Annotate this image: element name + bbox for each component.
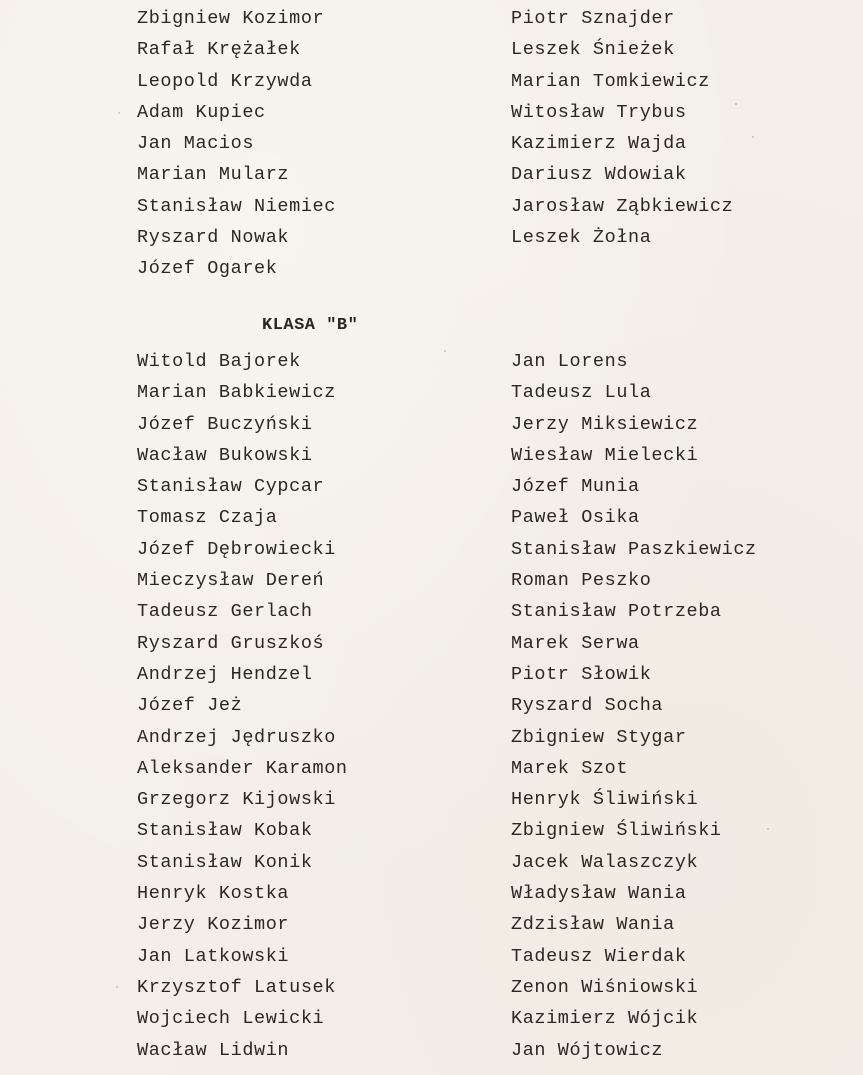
name-entry: Tomasz Czaja: [137, 507, 278, 529]
paper-speck: [752, 136, 754, 138]
name-entry: Andrzej Hendzel: [137, 663, 313, 685]
name-entry: Wacław Lidwin: [137, 1039, 290, 1061]
name-entry: Ryszard Socha: [511, 695, 664, 717]
name-entry: Henryk Śliwiński: [511, 789, 699, 811]
name-entry: Rafał Krężałek: [137, 39, 301, 61]
section-heading-klasa-b: KLASA "B": [262, 316, 359, 335]
name-entry: Jarosław Ząbkiewicz: [511, 195, 734, 217]
name-column-right: [511, 3, 733, 253]
name-entry: Piotr Sznajder: [511, 8, 675, 29]
name-entry: Józef Jeż: [137, 695, 243, 717]
name-entry: Aleksander Karamon: [137, 757, 348, 779]
name-entry: Leszek Żołna: [511, 227, 652, 249]
name-entry: Wacław Bukowski: [137, 444, 313, 466]
name-entry: Wiesław Mielecki: [511, 444, 699, 466]
name-entry: Marek Serwa: [511, 632, 640, 654]
name-entry: Jan Macios: [137, 133, 255, 155]
name-entry: Jan Lorens: [511, 351, 629, 372]
name-column-left: [137, 346, 348, 1066]
name-entry: Witosław Trybus: [511, 101, 687, 123]
name-entry: Marian Tomkiewicz: [511, 70, 710, 92]
name-entry: Stanisław Potrzeba: [511, 601, 722, 623]
name-entry: Stanisław Niemiec: [137, 195, 336, 217]
name-entry: Roman Peszko: [511, 570, 652, 592]
name-column-left: [137, 3, 336, 285]
name-entry: Marian Babkiewicz: [137, 382, 336, 404]
name-entry: Zdzisław Wania: [511, 914, 675, 936]
name-entry: Jerzy Kozimor: [137, 914, 290, 936]
name-entry: Ryszard Gruszkoś: [137, 632, 325, 654]
paper-speck: [118, 112, 120, 114]
name-entry: Jan Latkowski: [137, 945, 290, 967]
name-entry: Stanisław Cypcar: [137, 476, 325, 498]
name-entry: Marian Mularz: [137, 164, 290, 186]
name-entry: Witold Bajorek: [137, 351, 301, 372]
name-entry: Zbigniew Kozimor: [137, 8, 325, 29]
paper-speck: [444, 350, 446, 352]
name-entry: Wojciech Lewicki: [137, 1008, 325, 1030]
name-entry: Tadeusz Lula: [511, 382, 652, 404]
name-entry: Leopold Krzywda: [137, 70, 313, 92]
name-entry: Tadeusz Wierdak: [511, 945, 687, 967]
paper-speck: [116, 986, 118, 988]
name-entry: Zbigniew Stygar: [511, 726, 687, 748]
name-entry: Andrzej Jędruszko: [137, 726, 336, 748]
name-entry: Dariusz Wdowiak: [511, 164, 687, 186]
name-entry: Kazimierz Wójcik: [511, 1008, 699, 1030]
name-entry: Ryszard Nowak: [137, 227, 290, 249]
name-entry: Krzysztof Latusek: [137, 976, 336, 998]
name-entry: Jacek Walaszczyk: [511, 851, 699, 873]
name-entry: Henryk Kostka: [137, 883, 290, 905]
name-entry: Leszek Śnieżek: [511, 39, 675, 61]
name-entry: Józef Buczyński: [137, 413, 313, 435]
name-entry: Stanisław Kobak: [137, 820, 313, 842]
name-entry: Józef Ogarek: [137, 258, 278, 280]
name-entry: Marek Szot: [511, 757, 629, 779]
name-entry: Zbigniew Śliwiński: [511, 820, 722, 842]
name-entry: Stanisław Paszkiewicz: [511, 538, 757, 560]
paper-speck: [735, 103, 737, 105]
name-entry: Jan Wójtowicz: [511, 1039, 664, 1061]
name-entry: Zenon Wiśniowski: [511, 976, 699, 998]
name-entry: Józef Dębrowiecki: [137, 538, 336, 560]
name-entry: Józef Munia: [511, 476, 640, 498]
name-entry: Adam Kupiec: [137, 101, 266, 123]
paper-speck: [767, 828, 769, 830]
name-entry: Grzegorz Kijowski: [137, 789, 336, 811]
name-entry: Kazimierz Wajda: [511, 133, 687, 155]
name-entry: Tadeusz Gerlach: [137, 601, 313, 623]
name-entry: Jerzy Miksiewicz: [511, 413, 699, 435]
name-entry: Paweł Osika: [511, 507, 640, 529]
name-entry: Stanisław Konik: [137, 851, 313, 873]
name-entry: Piotr Słowik: [511, 663, 652, 685]
name-entry: Władysław Wania: [511, 883, 687, 905]
name-entry: Mieczysław Dereń: [137, 570, 325, 592]
name-column-right: [511, 346, 757, 1066]
